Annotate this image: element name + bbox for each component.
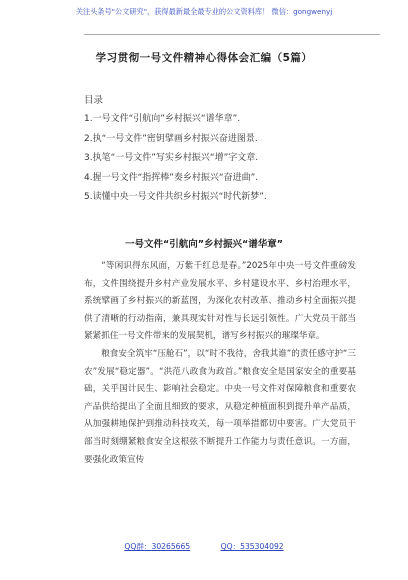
section-title: 一号文件“引航向”乡村振兴“谱华章” [125,239,283,250]
paragraph-2: 粮食安全筑牢“压舱石”，以“时不我待，舍我其谁”的责任感守护“三农”发展“稳定器”。“洪范八政食为政首。”粮食安全是国家安全的重要基础，关乎国计民生、影响社会稳定。中央一号文件对保障粮食和重要农产品供给提出了全面且细致的要求，从稳定种植面积到提升单产品质，从加强耕地保护到推动科技攻关，每一项举措都切中要害。广大党员干部当时刻绷紧粮食安全这根弦不断提升工作能力与责任意识。一方面，要强化政策宣传 [84,348,356,465]
toc-item-2[interactable]: 2.执“一号文件”密钥擘画乡村振兴奋进图景. [84,133,258,144]
toc-item-5[interactable]: 5.读懂中央一号文件共织乡村振兴“时代新梦”. [84,192,267,202]
paragraph-1: “等闲识得东风面，万紫千红总是春。”2025年中央一号文件重磅发布，文件围绕提升乡村产业发展水平、乡村建设水平、乡村治理水平，系统擘画了乡村振兴的新蓝图，为深化农村改革、推动乡村全面振兴提供了清晰的行动指南，兼具现实针对性与长远引领性。广大党员干部当紧紧抓住一号文件带来的发展契机，谱写乡村振兴的璀璨华章。 [84,261,356,342]
article-body [84,258,356,469]
toc-item-3[interactable]: 3.执笔“一号文件”写实乡村振兴“增”字文章. [84,153,259,163]
footer-qq-number[interactable]: QQ：535304092 [220,542,284,551]
footer-qq-group[interactable]: QQ群：30265665 [124,542,191,551]
toc-item-1[interactable]: 1.一号文件“引航向”乡村振兴“谱华章”. [84,114,241,124]
toc-heading: 目录 [84,95,104,106]
header-divider [84,34,380,35]
document-title: 学习贯彻一号文件精神心得体会汇编（5篇） [95,52,313,64]
toc-item-4[interactable]: 4.握一号文件“指挥棒”奏乡村振兴“奋进曲”. [84,172,259,183]
header-promo-note[interactable]: 关注头条号"公文研究"，获得最新最全最专业的公文资料库！ 微信：gongwenyj [75,7,333,16]
table-of-contents [84,110,267,208]
footer-contact [0,541,408,552]
